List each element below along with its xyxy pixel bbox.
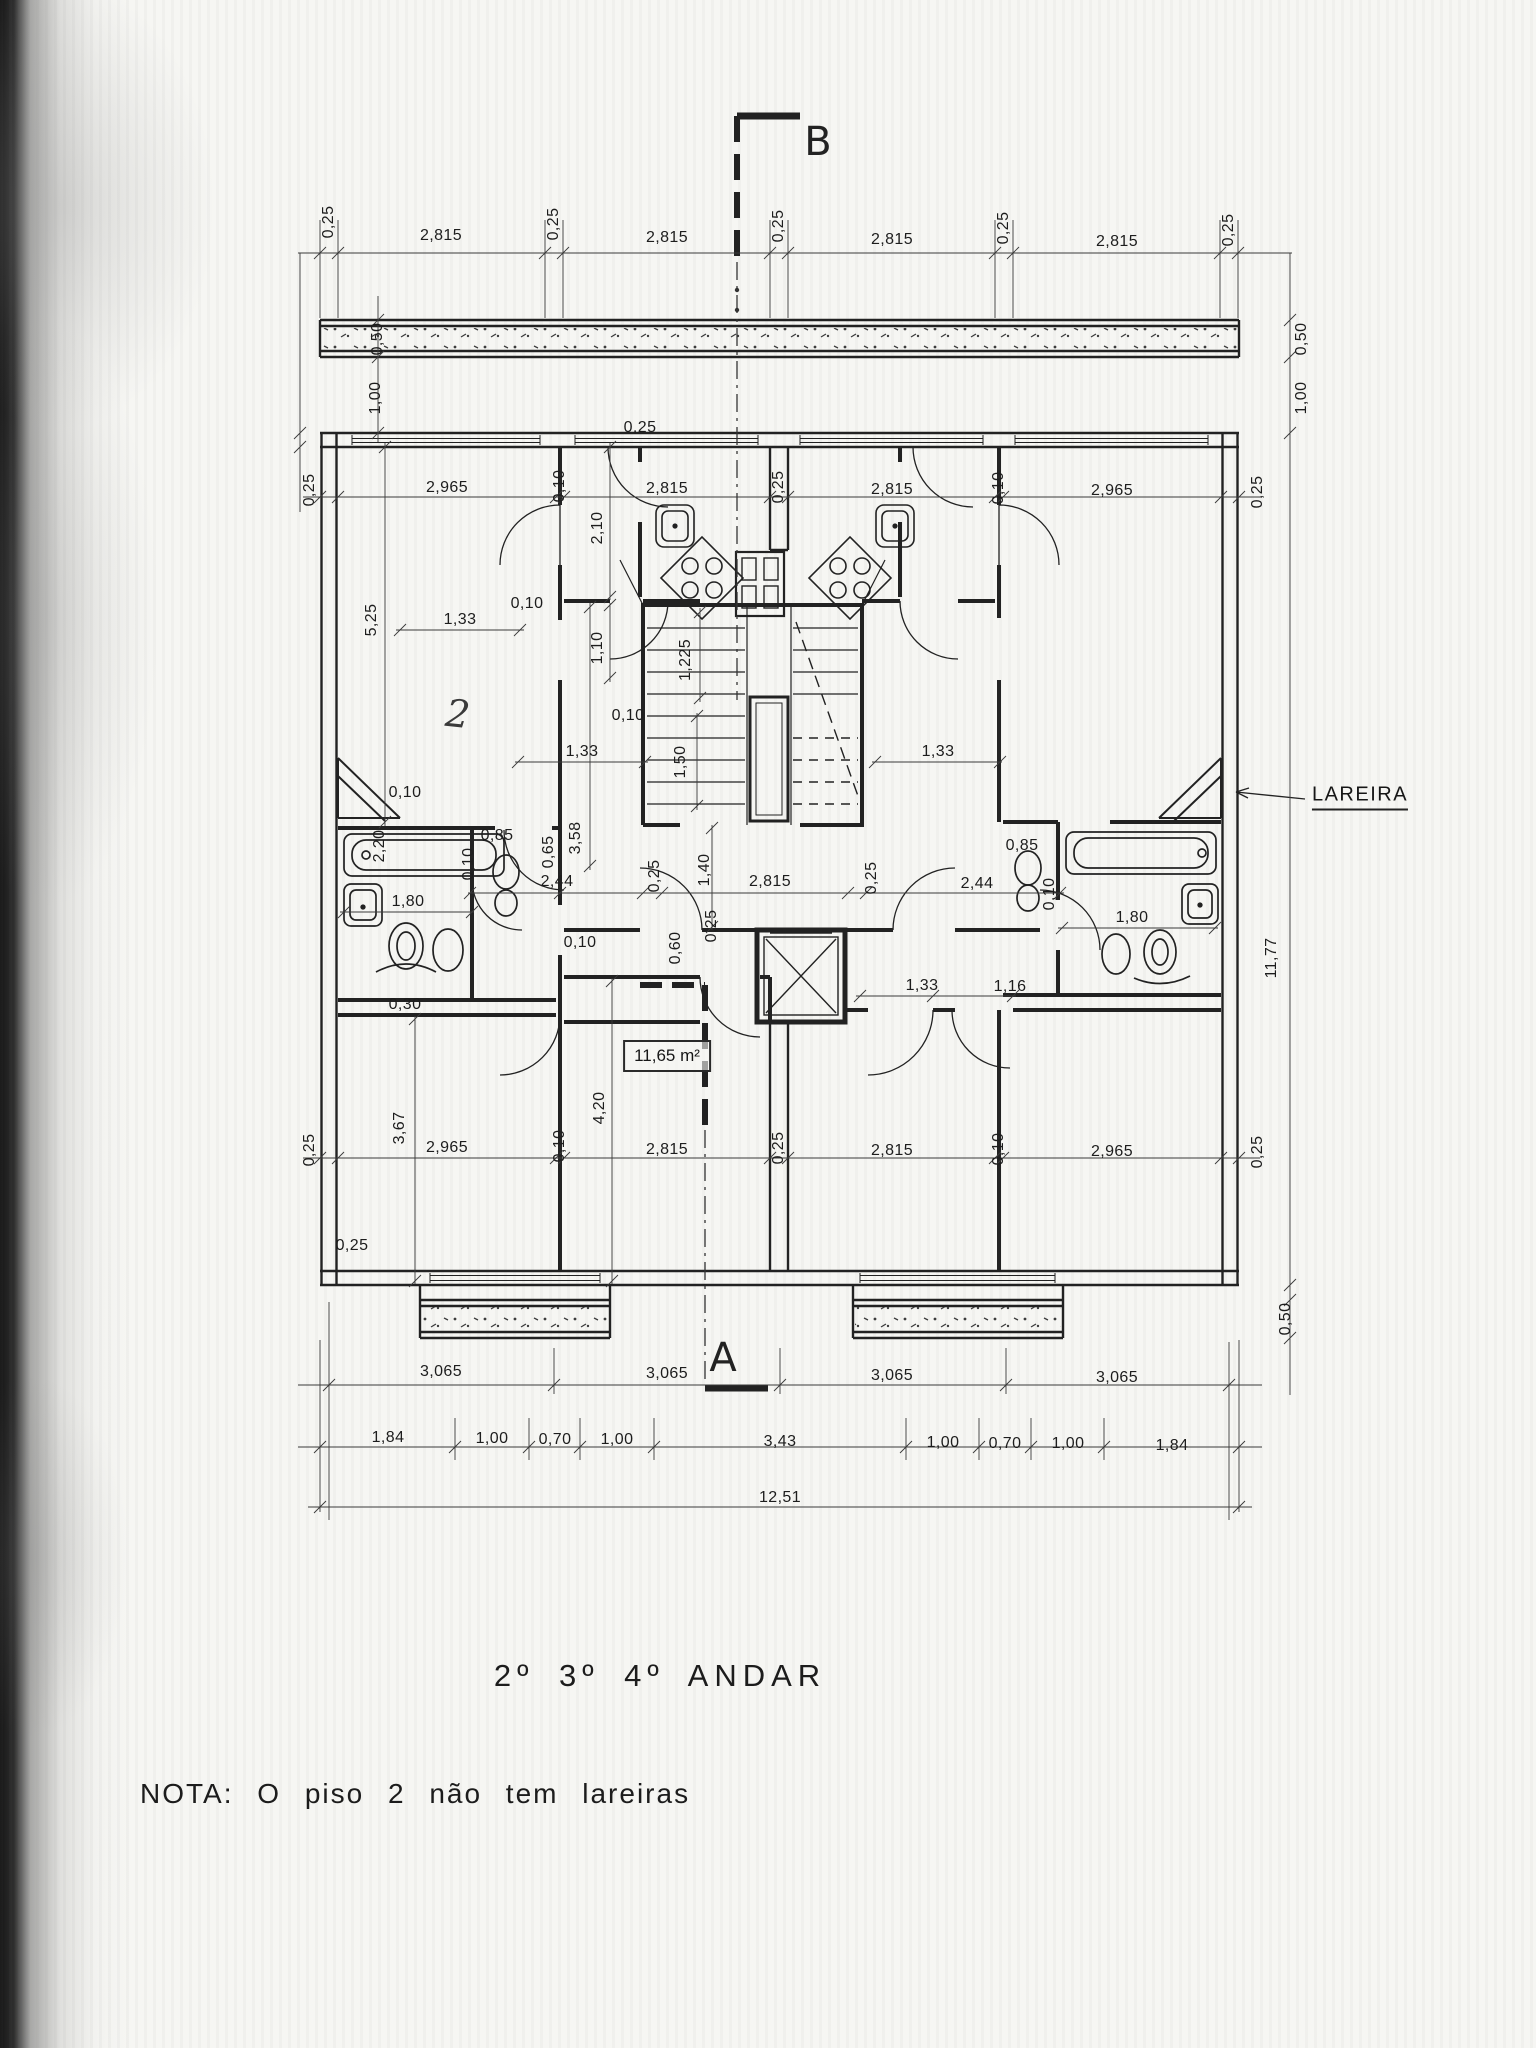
dimension-label: 0,10 — [1041, 877, 1058, 911]
dimension-label: 0,25 — [545, 207, 562, 241]
dimension-label: 0,85 — [1005, 837, 1039, 854]
dimension-label: 2,10 — [589, 511, 606, 545]
dimension-label: 1,50 — [672, 745, 689, 779]
dimension-label: 0,25 — [335, 1237, 369, 1254]
dimension-label: 2,815 — [1095, 233, 1139, 250]
dimension-label: 0,25 — [770, 209, 787, 243]
dimension-label: 2,965 — [1090, 482, 1134, 499]
room-area-label: 11,65 m² — [623, 1040, 711, 1072]
dimension-label: 2,815 — [870, 481, 914, 498]
dimension-label: 0,10 — [563, 934, 597, 951]
dimension-label: 3,43 — [763, 1433, 797, 1450]
dimension-label: 0,25 — [1220, 213, 1237, 247]
dimension-label: 0,25 — [301, 473, 318, 507]
dimension-label: 1,33 — [565, 743, 599, 760]
dimension-label: 0,25 — [1249, 1135, 1266, 1169]
dimension-label: 1,33 — [921, 743, 955, 760]
dimension-label: 0,30 — [388, 996, 422, 1013]
dimension-label: 0,25 — [995, 211, 1012, 245]
dimension-label: 1,80 — [391, 893, 425, 910]
dimension-label: 2,815 — [870, 231, 914, 248]
dimension-label: 0,70 — [988, 1435, 1022, 1452]
dimension-label: 2,815 — [748, 873, 792, 890]
dimension-label: 1,33 — [443, 611, 477, 628]
dimension-label: 0,25 — [863, 861, 880, 895]
dimension-label: 2,965 — [425, 479, 469, 496]
dimension-label: 2,815 — [645, 480, 689, 497]
dimension-label: 3,065 — [645, 1365, 689, 1382]
dimension-label: 0,25 — [1249, 475, 1266, 509]
dimension-label: 1,225 — [677, 638, 694, 682]
dimension-label: 1,00 — [475, 1430, 509, 1447]
dimension-label: 0,10 — [990, 471, 1007, 505]
section-marker-a: A — [709, 1335, 737, 1381]
dimension-label: 0,50 — [369, 322, 386, 356]
dimension-label: 1,00 — [1051, 1435, 1085, 1452]
dimension-label: 0,50 — [1293, 322, 1310, 356]
dimension-label: 3,065 — [870, 1367, 914, 1384]
dimension-label: 3,67 — [391, 1111, 408, 1145]
drawing-title: 2º 3º 4º ANDAR — [493, 1658, 827, 1693]
dimension-label: 0,10 — [551, 469, 568, 503]
dimension-label: 1,80 — [1115, 909, 1149, 926]
dimension-label: 0,85 — [480, 827, 514, 844]
dimension-label: 1,00 — [926, 1434, 960, 1451]
dimension-label: 0,10 — [388, 784, 422, 801]
section-line-b — [735, 116, 800, 700]
dimension-label: 2,965 — [425, 1139, 469, 1156]
dimension-label: 0,10 — [611, 707, 645, 724]
dimension-label: 0,10 — [990, 1132, 1007, 1166]
dimension-label: 5,25 — [363, 603, 380, 637]
dimension-label: 2,815 — [419, 227, 463, 244]
dimension-label: 0,25 — [770, 470, 787, 504]
dimension-label: 0,50 — [1277, 1302, 1294, 1336]
dimension-label: 1,00 — [367, 381, 384, 415]
dimension-label: 2,965 — [1090, 1143, 1134, 1160]
dimension-label: 0,70 — [538, 1431, 572, 1448]
dimension-label: 2,20 — [371, 829, 388, 863]
dimension-label: 3,58 — [567, 821, 584, 855]
dimension-label: 1,16 — [993, 978, 1027, 995]
dimension-label: 1,00 — [1293, 381, 1310, 415]
dimension-label: 1,00 — [600, 1431, 634, 1448]
dimension-label: 3,065 — [419, 1363, 463, 1380]
dimension-label: 0,25 — [770, 1131, 787, 1165]
dimension-label: 0,10 — [510, 595, 544, 612]
dimension-label: 11,77 — [1263, 937, 1280, 979]
drawing-note: NOTA: O piso 2 não tem lareiras — [140, 1778, 691, 1809]
dimension-label: 4,20 — [591, 1091, 608, 1125]
dimension-label: 0,25 — [646, 859, 663, 893]
dimension-label: 0,60 — [667, 931, 684, 965]
dimension-label: 2,815 — [870, 1142, 914, 1159]
dimension-label: 2,815 — [645, 1141, 689, 1158]
dimension-label: 1,84 — [1155, 1437, 1189, 1454]
section-marker-b: B — [804, 119, 832, 165]
dimension-label: 12,51 — [758, 1489, 802, 1506]
dimension-label: 2,815 — [645, 229, 689, 246]
dimension-label: 0,10 — [460, 847, 477, 881]
dimension-label: 1,84 — [371, 1429, 405, 1446]
handwritten-mark: 2 — [443, 690, 473, 738]
dimension-label: 1,33 — [905, 977, 939, 994]
dimension-label: 0,25 — [623, 419, 657, 436]
dimension-label: 0,10 — [551, 1129, 568, 1163]
dimension-label: 1,10 — [589, 631, 606, 665]
dimension-label: 0,25 — [703, 909, 720, 943]
dimension-label: 0,65 — [540, 835, 557, 869]
dimension-label: 3,065 — [1095, 1369, 1139, 1386]
dimension-label: 0,25 — [301, 1133, 318, 1167]
dimension-label: 0,25 — [320, 205, 337, 239]
dimension-label: 2,44 — [540, 873, 574, 890]
fireplace-label: LAREIRA — [1312, 784, 1408, 811]
dimension-label: 1,40 — [696, 853, 713, 887]
dimension-label: 2,44 — [960, 875, 994, 892]
